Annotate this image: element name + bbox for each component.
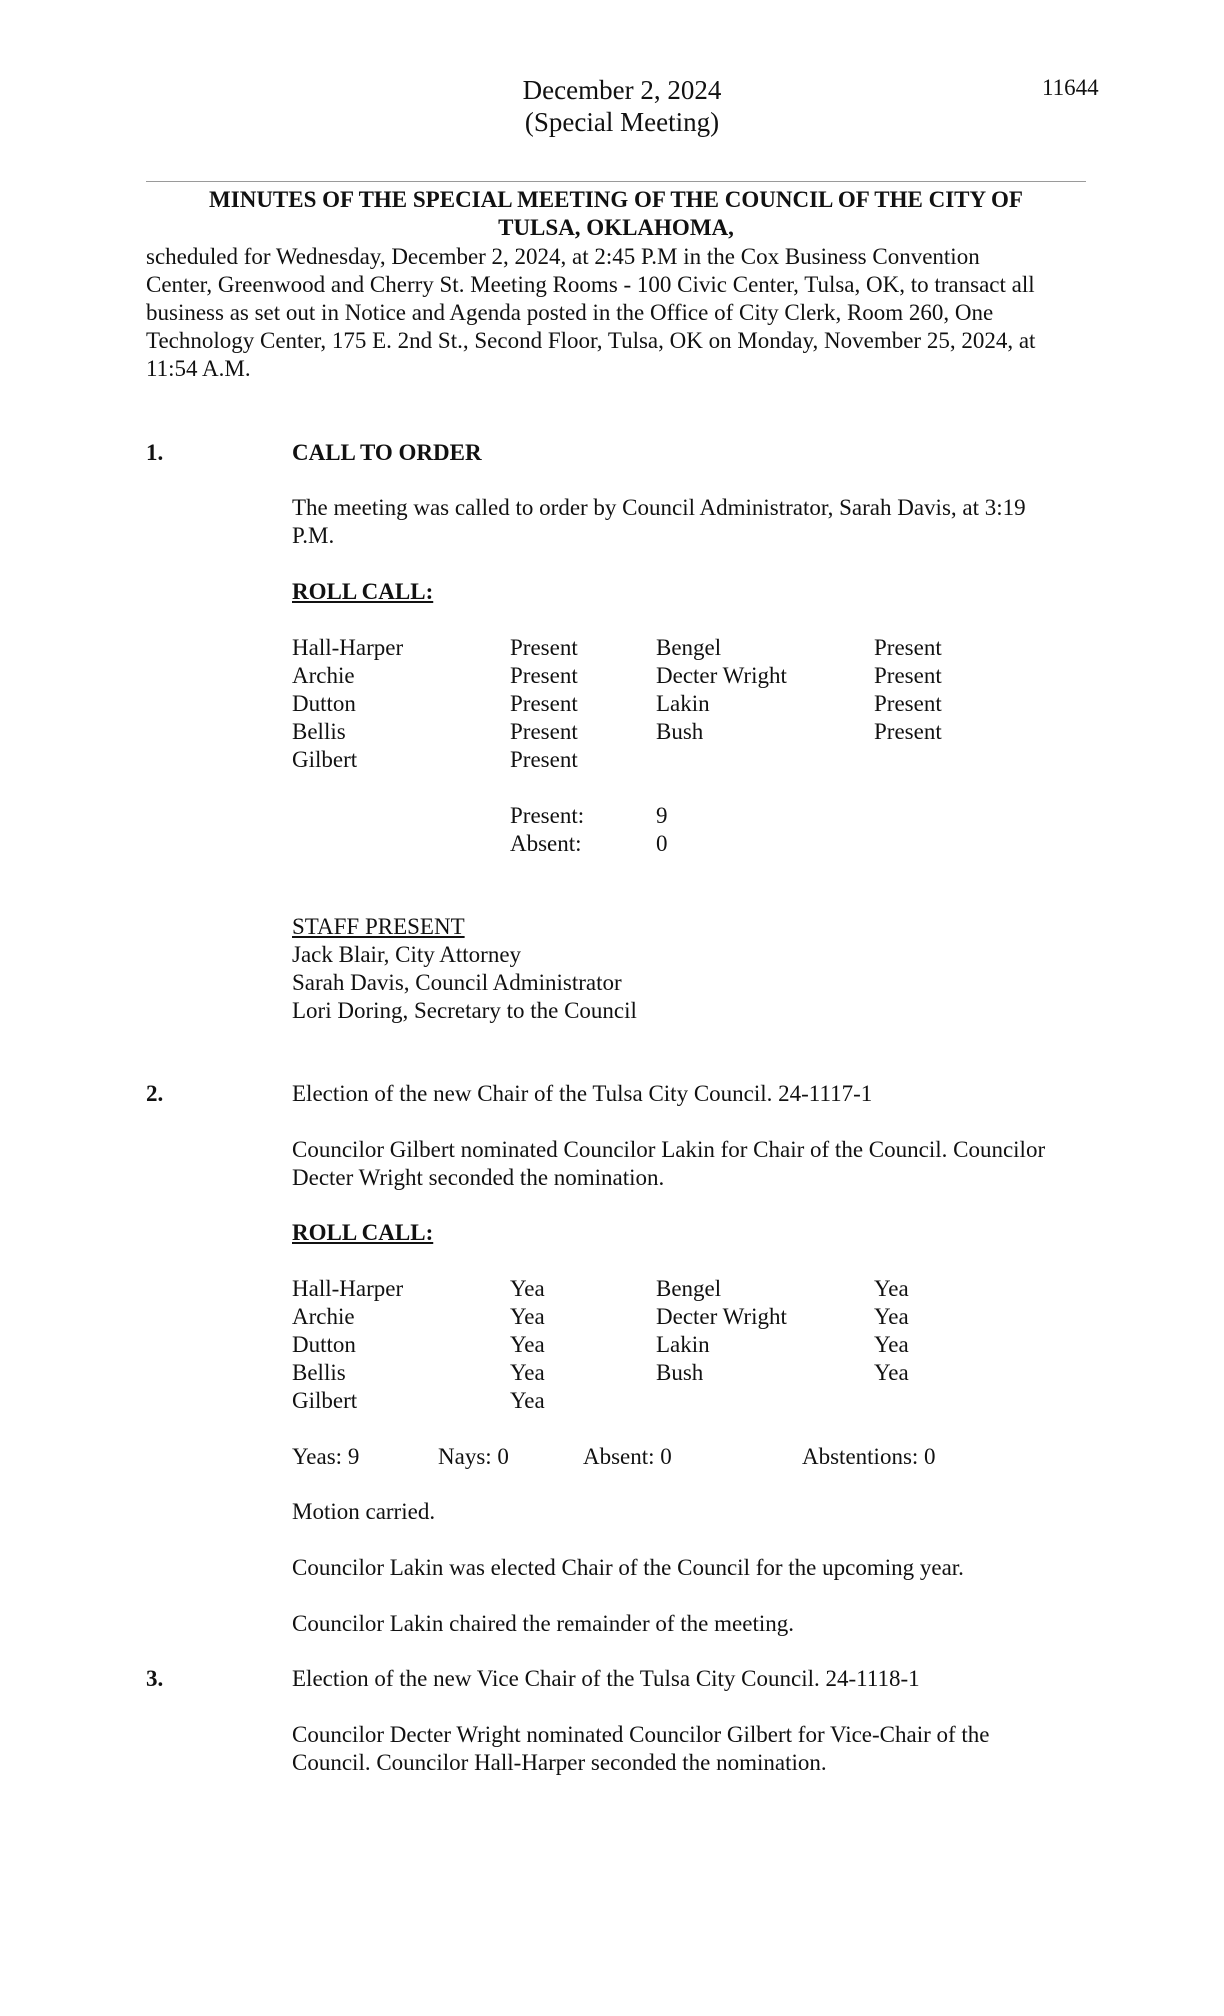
page-number: 11644 bbox=[1042, 75, 1099, 100]
roll1-status: Present bbox=[510, 635, 578, 660]
roll1-name: Hall-Harper bbox=[292, 635, 404, 660]
roll2-vote: Yea bbox=[510, 1276, 545, 1301]
roll1-name: Dutton bbox=[292, 691, 356, 716]
roll2-vote: Yea bbox=[874, 1276, 909, 1301]
section-2-text-line-2: Decter Wright seconded the nomination. bbox=[292, 1165, 665, 1190]
meeting-type: (Special Meeting) bbox=[524, 107, 720, 137]
motion-result: Motion carried. bbox=[292, 1499, 436, 1524]
title-line-1: MINUTES OF THE SPECIAL MEETING OF THE COUNCIL OF THE CITY OF bbox=[209, 187, 1023, 212]
roll1-status: Present bbox=[510, 719, 578, 744]
absent-count: 0 bbox=[656, 831, 668, 856]
roll1-status: Present bbox=[874, 719, 942, 744]
chair-note: Councilor Lakin chaired the remainder of the meeting. bbox=[292, 1611, 794, 1636]
roll2-vote: Yea bbox=[510, 1304, 545, 1329]
roll2-name: Archie bbox=[292, 1304, 355, 1329]
yeas-tally: Yeas: 9 bbox=[292, 1444, 360, 1469]
intro-line-3: business as set out in Notice and Agenda posted in the Office of City Clerk, Room 260, One bbox=[146, 300, 994, 325]
roll2-name: Bengel bbox=[656, 1276, 722, 1301]
absent-label: Absent: bbox=[510, 831, 582, 856]
staff-present-heading: STAFF PRESENT bbox=[292, 914, 465, 939]
meeting-date: December 2, 2024 bbox=[522, 75, 722, 105]
roll1-status: Present bbox=[510, 747, 578, 772]
roll1-name: Gilbert bbox=[292, 747, 358, 772]
roll1-status: Present bbox=[510, 691, 578, 716]
roll1-status: Present bbox=[874, 635, 942, 660]
section-1-heading: CALL TO ORDER bbox=[292, 440, 482, 465]
roll2-name: Hall-Harper bbox=[292, 1276, 404, 1301]
roll1-name: Archie bbox=[292, 663, 355, 688]
header-divider bbox=[146, 181, 1086, 182]
roll2-name: Decter Wright bbox=[656, 1304, 787, 1329]
roll2-name: Dutton bbox=[292, 1332, 356, 1357]
roll1-name: Bengel bbox=[656, 635, 722, 660]
roll2-name: Gilbert bbox=[292, 1388, 358, 1413]
intro-line-1: scheduled for Wednesday, December 2, 2024, at 2:45 P.M in the Cox Business Convention bbox=[146, 244, 980, 269]
present-label: Present: bbox=[510, 803, 585, 828]
section-1-text-line-1: The meeting was called to order by Council Administrator, Sarah Davis, at 3:19 bbox=[292, 495, 1026, 520]
intro-line-2: Center, Greenwood and Cherry St. Meeting Rooms - 100 Civic Center, Tulsa, OK, to transact all bbox=[146, 272, 1035, 297]
section-1-number: 1. bbox=[146, 440, 164, 465]
section-3-heading: Election of the new Vice Chair of the Tulsa City Council. 24-1118-1 bbox=[292, 1666, 920, 1691]
roll1-name: Bellis bbox=[292, 719, 346, 744]
roll2-name: Lakin bbox=[656, 1332, 710, 1357]
roll2-vote: Yea bbox=[510, 1360, 545, 1385]
section-2-roll-call-label: ROLL CALL: bbox=[292, 1220, 434, 1245]
title-line-2: TULSA, OKLAHOMA, bbox=[498, 215, 734, 240]
intro-line-4: Technology Center, 175 E. 2nd St., Second Floor, Tulsa, OK on Monday, November 25, 2024, at bbox=[146, 328, 1036, 353]
roll1-name: Decter Wright bbox=[656, 663, 787, 688]
staff-member: Jack Blair, City Attorney bbox=[292, 942, 522, 967]
section-3-text-line-2: Council. Councilor Hall-Harper seconded the nomination. bbox=[292, 1750, 827, 1775]
roll1-status: Present bbox=[874, 691, 942, 716]
section-3-number: 3. bbox=[146, 1666, 164, 1691]
roll1-name: Lakin bbox=[656, 691, 710, 716]
election-result: Councilor Lakin was elected Chair of the Council for the upcoming year. bbox=[292, 1555, 964, 1580]
roll2-vote: Yea bbox=[874, 1360, 909, 1385]
absent-tally: Absent: 0 bbox=[583, 1444, 672, 1469]
roll1-status: Present bbox=[874, 663, 942, 688]
roll2-vote: Yea bbox=[874, 1332, 909, 1357]
roll1-status: Present bbox=[510, 663, 578, 688]
section-2-heading: Election of the new Chair of the Tulsa City Council. 24-1117-1 bbox=[292, 1081, 873, 1106]
roll2-name: Bush bbox=[656, 1360, 704, 1385]
roll2-vote: Yea bbox=[510, 1332, 545, 1357]
roll2-name: Bellis bbox=[292, 1360, 346, 1385]
roll1-name: Bush bbox=[656, 719, 704, 744]
staff-member: Lori Doring, Secretary to the Council bbox=[292, 998, 637, 1023]
section-2-text-line-1: Councilor Gilbert nominated Councilor Lakin for Chair of the Council. Councilor bbox=[292, 1137, 1046, 1162]
section-3-text-line-1: Councilor Decter Wright nominated Councilor Gilbert for Vice-Chair of the bbox=[292, 1722, 990, 1747]
section-1-text-line-2: P.M. bbox=[292, 523, 335, 548]
section-1-roll-call-label: ROLL CALL: bbox=[292, 579, 434, 604]
roll2-vote: Yea bbox=[874, 1304, 909, 1329]
abstentions-tally: Abstentions: 0 bbox=[802, 1444, 936, 1469]
intro-line-5: 11:54 A.M. bbox=[146, 356, 251, 381]
present-count: 9 bbox=[656, 803, 668, 828]
staff-member: Sarah Davis, Council Administrator bbox=[292, 970, 622, 995]
nays-tally: Nays: 0 bbox=[438, 1444, 509, 1469]
section-2-number: 2. bbox=[146, 1081, 164, 1106]
roll2-vote: Yea bbox=[510, 1388, 545, 1413]
